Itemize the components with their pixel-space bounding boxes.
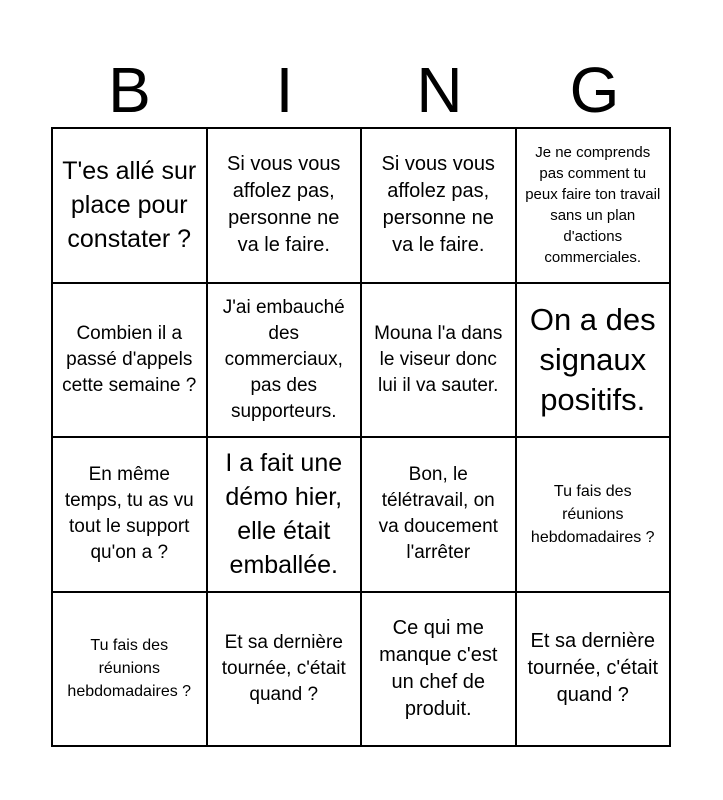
bingo-cell-1-3[interactable] (362, 129, 517, 284)
bingo-cell-text: T'es allé sur place pour constater ? (62, 157, 197, 254)
bingo-cell-3-2[interactable] (208, 438, 363, 593)
bingo-cell-1-4[interactable] (517, 129, 672, 284)
bingo-cell-2-3[interactable] (362, 284, 517, 439)
bingo-cell-text: Si vous vous affolez pas, personne ne va le faire. (381, 153, 495, 257)
bingo-cell-text: Et sa dernière tournée, c'était quand ? (221, 631, 346, 705)
bingo-cell-1-2[interactable] (208, 129, 363, 284)
header-letter-n: N (416, 54, 463, 126)
bingo-cell-text: En même temps, tu as vu tout le support qu'on a ? (64, 464, 194, 564)
header-letter-i: I (275, 54, 294, 126)
bingo-grid (51, 127, 671, 747)
bingo-cell-4-2[interactable] (208, 593, 363, 748)
bingo-cell-text: Combien il a passé d'appels cette semaine ? (62, 322, 197, 396)
bingo-cell-4-4[interactable] (517, 593, 672, 748)
bingo-cell-text: J'ai embauché des commerciaux, pas des supporteurs. (222, 296, 345, 422)
bingo-cell-2-2[interactable] (208, 284, 363, 439)
bingo-cell-2-1[interactable] (53, 284, 208, 439)
bingo-cell-3-1[interactable] (53, 438, 208, 593)
bingo-cell-text: I a fait une démo hier, elle était emballée. (225, 449, 343, 580)
bingo-cell-3-4[interactable] (517, 438, 672, 593)
bingo-cell-text: On a des signaux positifs. (529, 301, 656, 417)
bingo-cell-text: Je ne comprends pas comment tu peux faire ton travail sans un plan d'actions commerciales. (525, 144, 661, 267)
bingo-cell-text: Mouna l'a dans le viseur donc lui il va sauter. (374, 322, 503, 396)
bingo-cell-text: Si vous vous affolez pas, personne ne va le faire. (227, 153, 341, 257)
bingo-cell-4-1[interactable] (53, 593, 208, 748)
header-letter-g: G (569, 54, 620, 126)
bingo-cell-text: Ce qui me manque c'est un chef de produit. (379, 616, 498, 720)
bingo-header (52, 52, 672, 128)
bingo-cell-text: Tu fais des réunions hebdomadaires ? (530, 482, 655, 546)
bingo-cell-text: Bon, le télétravail, on va doucement l'arrêter (378, 464, 498, 564)
bingo-cell-text: Et sa dernière tournée, c'était quand ? (527, 630, 659, 707)
bingo-cell-1-1[interactable] (53, 129, 208, 284)
bingo-cell-3-3[interactable] (362, 438, 517, 593)
header-letter-b: B (108, 54, 151, 126)
bingo-cell-4-3[interactable] (362, 593, 517, 748)
bingo-cell-text: Tu fais des réunions hebdomadaires ? (67, 637, 192, 701)
bingo-cell-2-4[interactable] (517, 284, 672, 439)
